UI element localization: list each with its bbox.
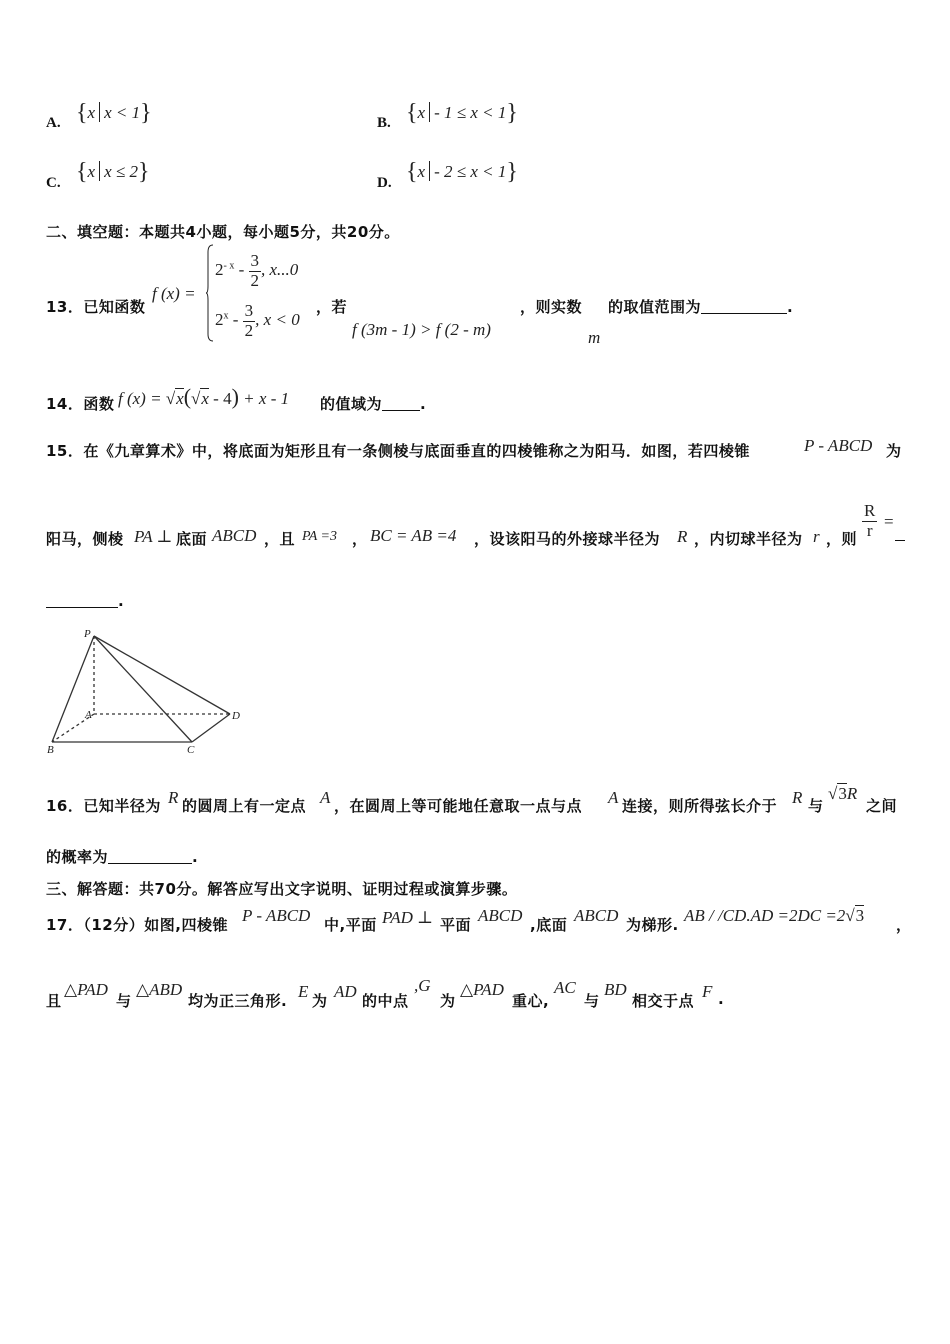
piecewise-brace [206, 244, 214, 342]
q14-end: . [420, 395, 427, 413]
q15-R: R [677, 527, 688, 546]
set-cond: x < 1 [104, 103, 141, 122]
q15-frac-num: R [864, 501, 876, 520]
q15-frac-den: r [866, 520, 873, 540]
q13-tail [608, 296, 793, 317]
q17-AD: AD [334, 982, 357, 1001]
q15-pa-eq: PA =3 [302, 529, 337, 544]
edge-cd [192, 714, 230, 742]
q16-d: 连接，则所得弦长介于 [622, 797, 778, 815]
q16-answer-blank[interactable] [108, 863, 192, 864]
q17-F: F [702, 982, 713, 1001]
q13-m: m [588, 328, 601, 347]
case2-frac [243, 302, 256, 340]
q16-line2 [46, 846, 198, 867]
option-d-set: {x - 2 ≤ x < 1} [406, 159, 518, 185]
section-3-heading: 三、解答题：共70分。解答应写出文字说明、证明过程或演算步骤。 [46, 880, 518, 898]
case1-cond: , x...0 [261, 260, 299, 280]
label-p: P [84, 628, 91, 640]
q14-minus4: - 4 [208, 389, 232, 408]
set-cond: - 1 ≤ x < 1 [434, 103, 507, 122]
case1-den: 2 [250, 270, 260, 290]
q17-sqrt: 3 [855, 906, 865, 925]
q17-l2-b: 与 [116, 992, 132, 1010]
q17-a: 17．（12分）如图,四棱锥 [46, 916, 228, 934]
label-d: D [232, 710, 240, 722]
q15-line2-a: 阳马，侧棱 [46, 530, 124, 548]
q15-line2-g: ，则 [826, 530, 858, 548]
option-a[interactable] [46, 112, 61, 132]
q17-BD: BD [604, 980, 627, 999]
q17-l2-a: 且 [46, 992, 62, 1010]
option-c-label: C. [46, 175, 61, 191]
q14-sqrt-x: x [176, 389, 184, 408]
label-b: B [47, 744, 54, 756]
q17-relation: AB / /CD.AD =2DC =2√3 [684, 906, 865, 925]
q16-a: 16．已知半径为 [46, 797, 161, 815]
q17-abcd: ABCD [478, 906, 523, 925]
q14-plus: + x - 1 [238, 389, 290, 408]
case1-base: 2 [215, 260, 224, 280]
q15-end: . [118, 592, 125, 610]
set-cond: x ≤ 2 [104, 162, 138, 181]
q16-sqrt3R: √3R [828, 784, 858, 803]
q17-tri2: △ABD [136, 980, 183, 999]
case2-op: - [228, 310, 243, 330]
q16-e: 与 [808, 797, 824, 815]
q15-pyramid: P - ABCD [804, 436, 873, 455]
q17-tri1: △PAD [64, 980, 108, 999]
q13-inequality: f (3m - 1) > f (2 - m) [352, 320, 491, 339]
option-b-set: {x - 1 ≤ x < 1} [406, 100, 518, 126]
q17-pad: PAD ⊥ [382, 908, 434, 927]
q14-paren-close: ) [231, 384, 239, 409]
q16-b: 的圆周上有一定点 [182, 797, 307, 815]
q17-rel: AB / /CD.AD =2DC =2 [684, 906, 846, 925]
set-var: x [87, 162, 96, 181]
q16-R: R [168, 788, 179, 807]
q15-answer-blank[interactable] [46, 607, 118, 608]
q16-A2: A [608, 788, 619, 807]
q15-blank-start [895, 540, 905, 541]
q15-pa-perp: PA ⊥ [134, 527, 173, 546]
q17-abcd2: ABCD [574, 906, 619, 925]
q17-E: E [298, 982, 309, 1001]
q17-pyramid: P - ABCD [242, 906, 311, 925]
q13-number: 13．已知函数 [46, 298, 146, 316]
case1-exp: - x [223, 260, 235, 272]
q15-eq: = [884, 512, 894, 531]
q16-R3: R [846, 784, 858, 803]
edge-pd [94, 636, 230, 714]
option-d[interactable] [377, 172, 392, 192]
q17-tri3: △PAD [460, 980, 504, 999]
q16-f: 之间 [866, 797, 898, 815]
q14-fx: f (x) = [118, 389, 162, 408]
edge-pc [94, 636, 192, 742]
edge-pb [52, 636, 94, 742]
q17-b: 中,平面 [324, 916, 377, 934]
q15-line2-d: ， [352, 530, 368, 548]
q17-l2-e: 的中点 [362, 992, 409, 1010]
q17-l2-g: 重心, [512, 992, 550, 1010]
q15-ratio [862, 502, 877, 540]
option-a-set: {x x < 1} [76, 100, 152, 126]
q16-A: A [320, 788, 331, 807]
set-var: x [417, 103, 426, 122]
q13-case-2 [215, 302, 300, 340]
label-c: C [187, 744, 195, 756]
q17-l2-h: 与 [584, 992, 600, 1010]
q13-end: . [787, 298, 794, 316]
section-2-heading: 二、填空题：本题共4小题，每小题5分，共20分。 [46, 223, 400, 241]
q15-bc-eq: BC = AB =4 [370, 526, 457, 545]
case1-num: 3 [250, 251, 260, 270]
q15-line1-end: 为 [886, 442, 902, 460]
q14-tail-text: 的值域为 [320, 395, 383, 413]
q14-expr: f (x) = √x(√x - 4) + x - 1 [118, 384, 290, 409]
case2-cond: , x < 0 [255, 310, 300, 330]
case1-frac [249, 252, 262, 290]
option-c-set: {x x ≤ 2} [76, 159, 150, 185]
set-var: x [87, 103, 96, 122]
q17-c: 平面 [440, 916, 472, 934]
q15-line2-c: ，且 [264, 530, 296, 548]
q14-number: 14．函数 [46, 395, 115, 413]
q15-r: r [813, 527, 820, 546]
q17-l2-d: 为 [312, 992, 328, 1010]
q17-f: ， [896, 916, 912, 934]
q17-AC: AC [554, 978, 576, 997]
q17-e: 为梯形. [626, 916, 679, 934]
q16-end: . [192, 848, 199, 866]
q16-line2-text: 的概率为 [46, 848, 109, 866]
q14-paren-open: ( [183, 384, 192, 409]
case1-op: - [234, 260, 249, 280]
q15-line2-b: 底面 [176, 530, 208, 548]
q15-line1: 15．在《九章算术》中，将底面为矩形且有一条侧棱与底面垂直的四棱锥称之为阳马．如图，若四棱锥 [46, 442, 750, 460]
q15-frac [862, 502, 877, 540]
q14-tail [320, 393, 426, 414]
case2-num: 3 [244, 301, 254, 320]
q13-then: ，则实数 [520, 298, 583, 316]
q13-if: ，若 [316, 298, 348, 316]
q15-abcd: ABCD [212, 526, 257, 545]
pyramid-figure [40, 626, 260, 756]
q15-line3 [46, 592, 124, 610]
q14-sqrt-inner: x [201, 389, 209, 408]
q17-l2-i: 相交于点 [632, 992, 695, 1010]
q17-G: ,G [414, 976, 431, 995]
q16-R2: R [792, 788, 803, 807]
q13-fx: f (x) = [152, 284, 196, 303]
option-b[interactable] [377, 112, 391, 132]
option-c[interactable] [46, 172, 61, 192]
option-b-label: B. [377, 115, 391, 131]
option-d-label: D. [377, 175, 392, 191]
case2-den: 2 [244, 320, 254, 340]
case2-base: 2 [215, 310, 224, 330]
q13-case-1 [215, 252, 298, 290]
q13-tail-text: 的取值范围为 [608, 298, 702, 316]
case2-exp: x [223, 310, 229, 322]
q14-answer-blank[interactable] [382, 410, 420, 411]
q13-answer-blank[interactable] [701, 313, 787, 314]
set-cond: - 2 ≤ x < 1 [434, 162, 507, 181]
option-a-label: A. [46, 115, 61, 131]
q15-line2-f: ，内切球半径为 [694, 530, 803, 548]
q15-line2-e: ，设该阳马的外接球半径为 [474, 530, 661, 548]
q17-l2-f: 为 [440, 992, 456, 1010]
set-var: x [417, 162, 426, 181]
q17-d: ,底面 [530, 916, 568, 934]
q17-end: . [718, 990, 725, 1008]
label-a: A [85, 709, 92, 721]
q17-l2-c: 均为正三角形. [188, 992, 288, 1010]
q16-c: ，在圆周上等可能地任意取一点与点 [334, 797, 583, 815]
q16-sqrt3: 3 [838, 784, 847, 803]
